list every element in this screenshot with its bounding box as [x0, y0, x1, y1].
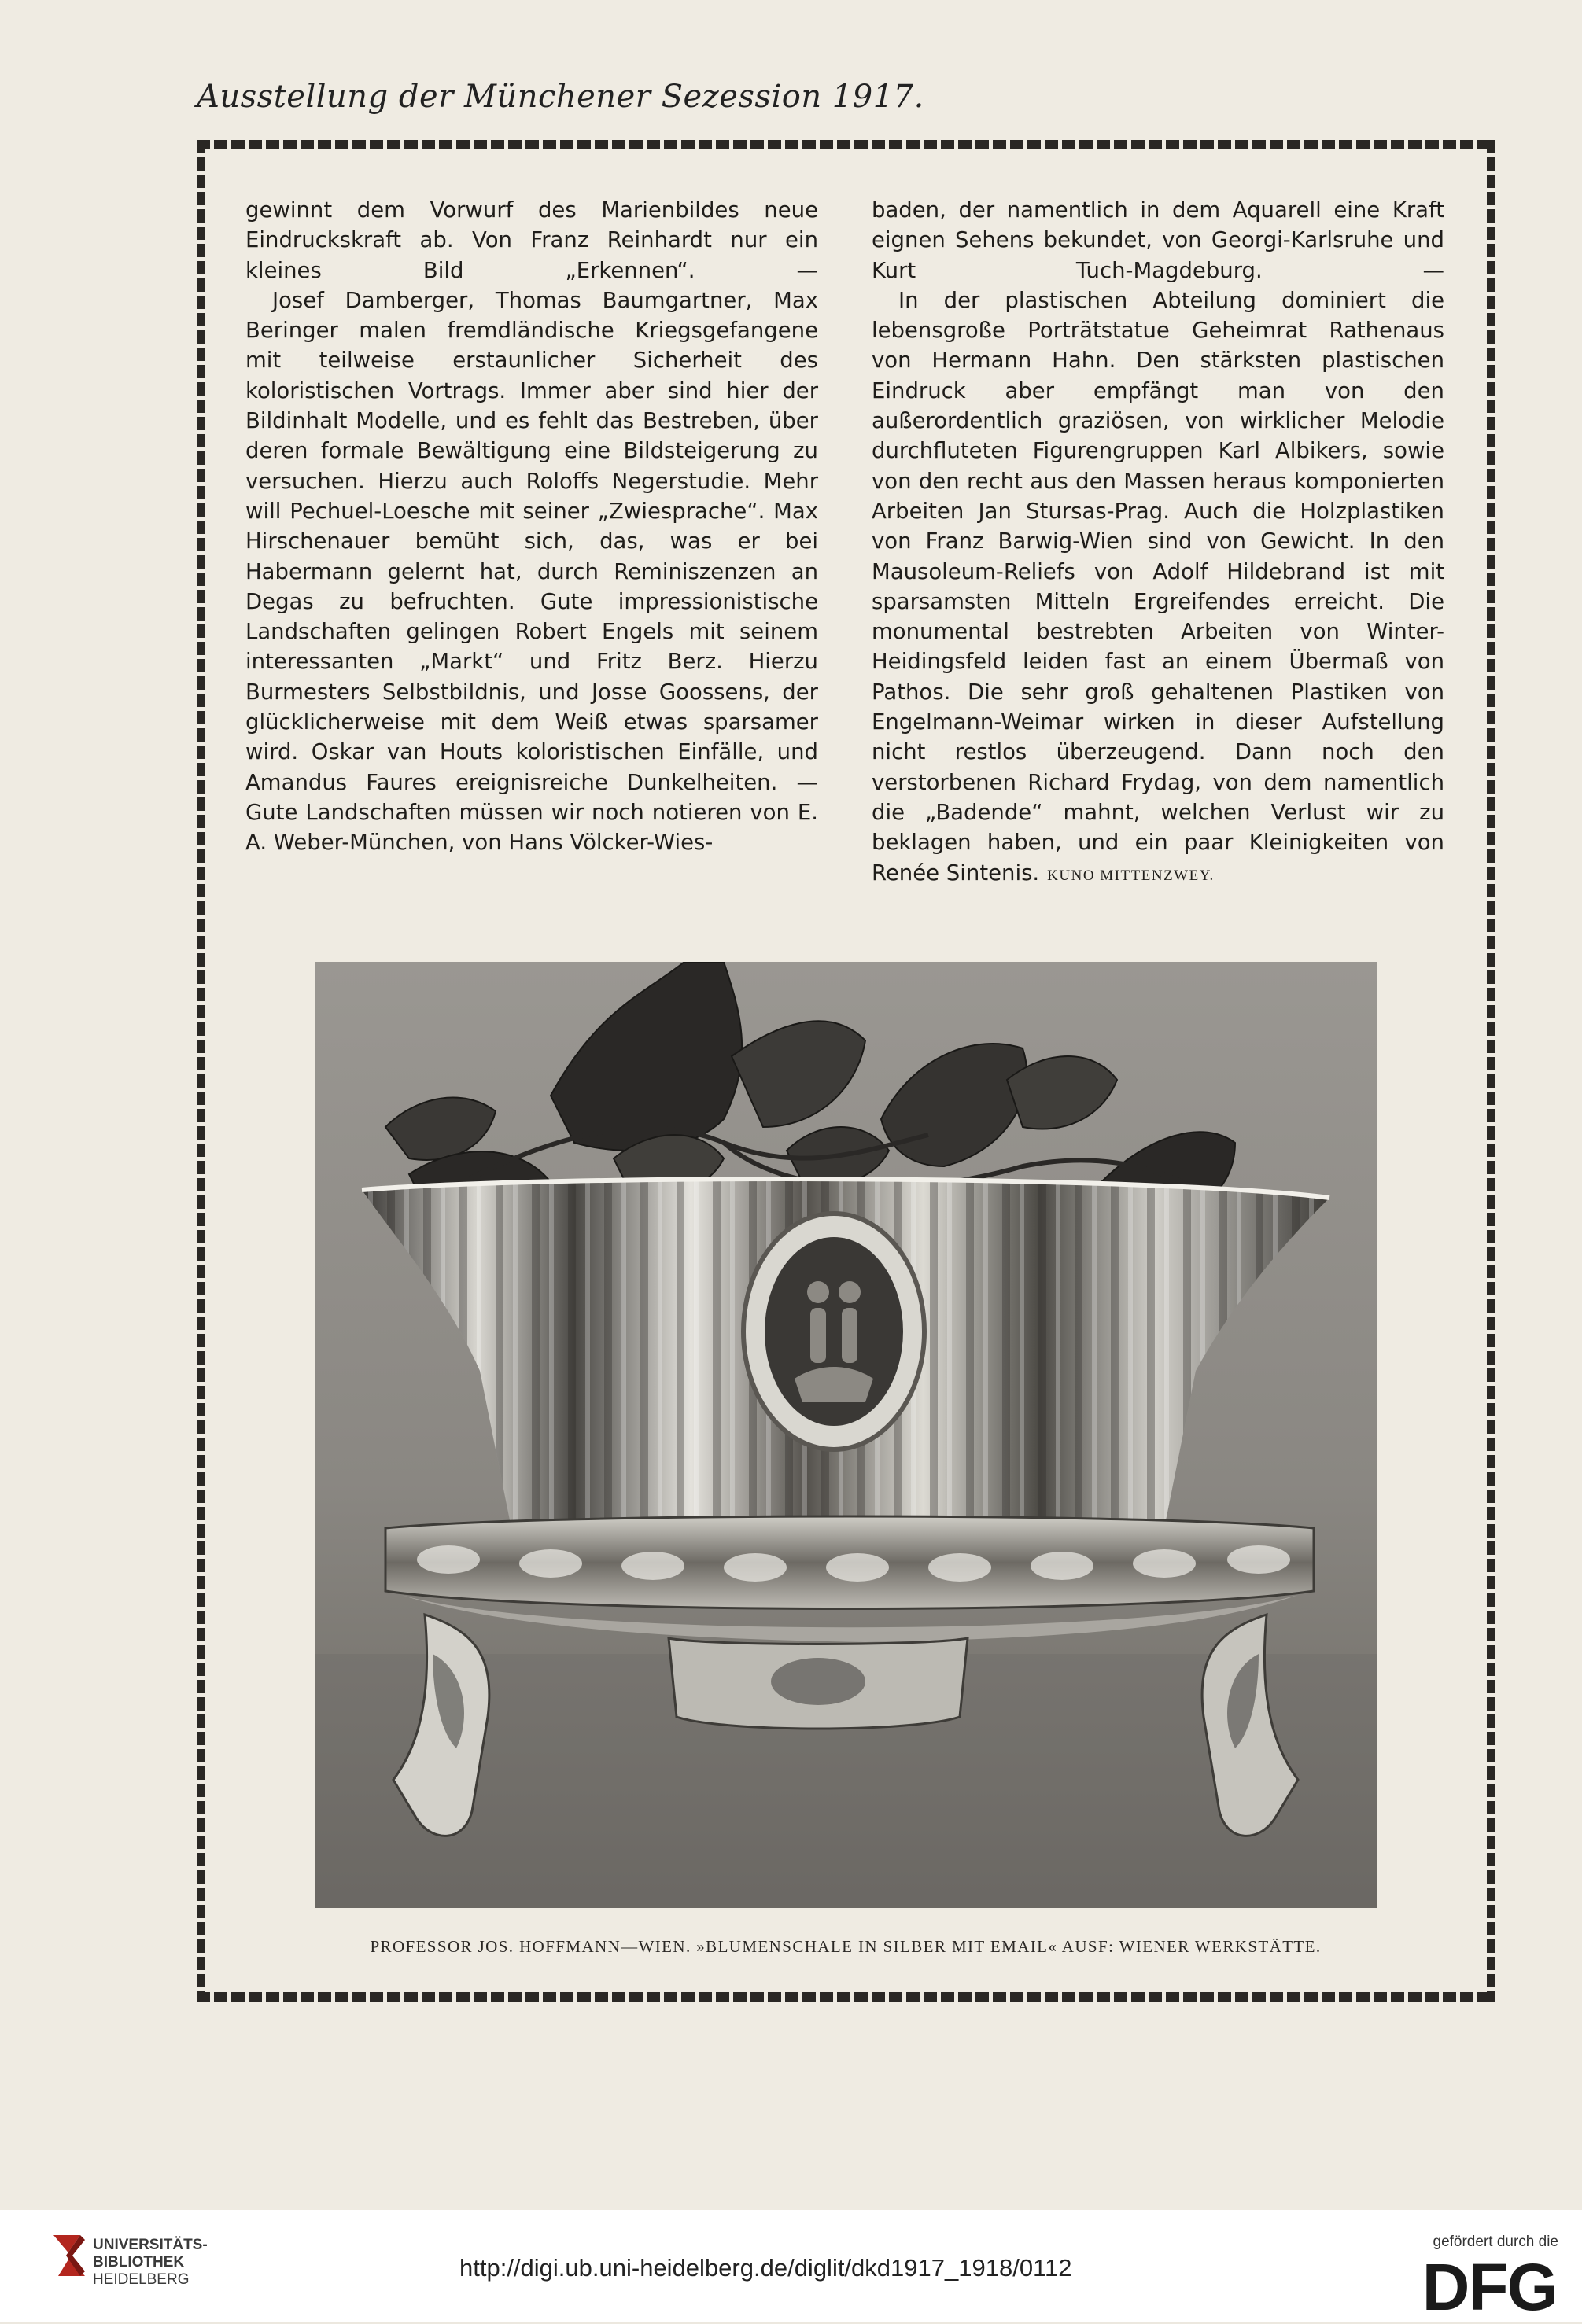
bowl-illustration	[315, 962, 1377, 1908]
text-column-left	[245, 195, 818, 858]
frame-border-bottom	[197, 1992, 1495, 2002]
photo-caption: PROFESSOR JOS. HOFFMANN—WIEN. »BLUMENSCHALE IN SILBER MIT EMAIL« AUSF: WIENER WERKSTÄTTE.	[370, 1937, 1322, 1956]
library-line: UNIVERSITÄTS-	[93, 2237, 208, 2253]
paragraph	[872, 285, 1444, 891]
frame-border-top	[197, 140, 1495, 149]
library-line: BIBLIOTHEK	[93, 2254, 185, 2271]
university-library-name	[93, 2237, 208, 2289]
dfg-logo: DFG	[1422, 2250, 1557, 2324]
text-column-right	[872, 195, 1444, 891]
permalink-url[interactable]: http://digi.ub.uni-heidelberg.de/diglit/dkd1917_1918/0112	[459, 2254, 1072, 2282]
paragraph: gewinnt dem Vorwurf des Marienbildes neue Eindruckskraft ab. Von Franz Reinhardt nur ein kleines Bild „Erkennen“. —	[245, 197, 818, 283]
paragraph-text: In der plastischen Abteilung dominiert die lebensgroße Porträtstatue Geheimrat Rathenaus von Hermann Hahn. Den stärksten plastischen Eindruck aber empfängt man von den außerordentlich graziösen, von wirklicher Melodie durchfluteten Figurengruppen Karl Albikers, sowie von den recht aus den Massen heraus komponierten Arbeiten Jan Stursas-Prag. Auch die Holzplastiken von Franz Barwig-Wien sind von Gewicht. In den Mausoleum-Reliefs von Adolf Hildebrand ist mit sparsamsten Mitteln Ergreifendes erreicht. Die monumental bestrebten Arbeiten von Winter-Heidingsfeld leiden fast an einem Übermaß von Pathos. Die sehr groß gehaltenen Plastiken von Engelmann-Weimar wirken in dieser Aufstellung nicht restlos überzeugend. Dann noch den verstorbenen Richard Frydag, von dem namentlich die „Badende“ mahnt, welchen Verlust wir zu beklagen haben, und ein paar Kleinigkeiten von Renée Sintenis.	[872, 287, 1444, 886]
paragraph: baden, der namentlich in dem Aquarell eine Kraft eignen Sehens bekundet, von Georgi-Karlsruhe und Kurt Tuch-Magdeburg. —	[872, 197, 1444, 283]
funding-label: gefördert durch die	[1433, 2234, 1558, 2250]
running-head: Ausstellung der Münchener Sezession 1917.	[197, 79, 924, 115]
dashed-frame	[197, 140, 1495, 2002]
university-library-logo-icon	[49, 2232, 90, 2283]
library-line: HEIDELBERG	[93, 2271, 190, 2288]
author-signature: KUNO MITTENZWEY.	[1047, 867, 1215, 884]
paragraph: Josef Damberger, Thomas Baumgartner, Max Beringer malen fremdländische Kriegsgefangene mit teilweise erstaunlicher Sicherheit des koloristischen Vortrags. Immer aber sind hier der Bildinhalt Modelle, und es fehlt das Bestreben, über deren formale Bewältigung eine Bildsteigerung zu versuchen. Hierzu auch Roloffs Negerstudie. Mehr will Pechuel-Loesche mit seiner „Zwiesprache“. Max Hirschenauer bemüht sich, das, was er bei Habermann gelernt hat, durch Reminiszenzen an Degas zu befruchten. Gute impressionistische Landschaften gelingen Robert Engels mit seinem interessanten „Markt“ und Fritz Berz. Hierzu Burmesters Selbstbildnis, und Josse Goossens, der glücklicherweise mit dem Weiß etwas sparsamer wird. Oskar van Houts koloristischen Einfälle, und Amandus Faures ereignisreiche Dunkelheiten. — Gute Landschaften müssen wir noch notieren von E. A. Weber-München, von Hans Völcker-Wies-	[245, 287, 818, 856]
frame-border-left	[197, 140, 205, 2002]
footer-bar	[0, 2210, 1582, 2322]
photograph-silver-bowl	[315, 962, 1377, 1908]
frame-border-right	[1487, 140, 1495, 2002]
